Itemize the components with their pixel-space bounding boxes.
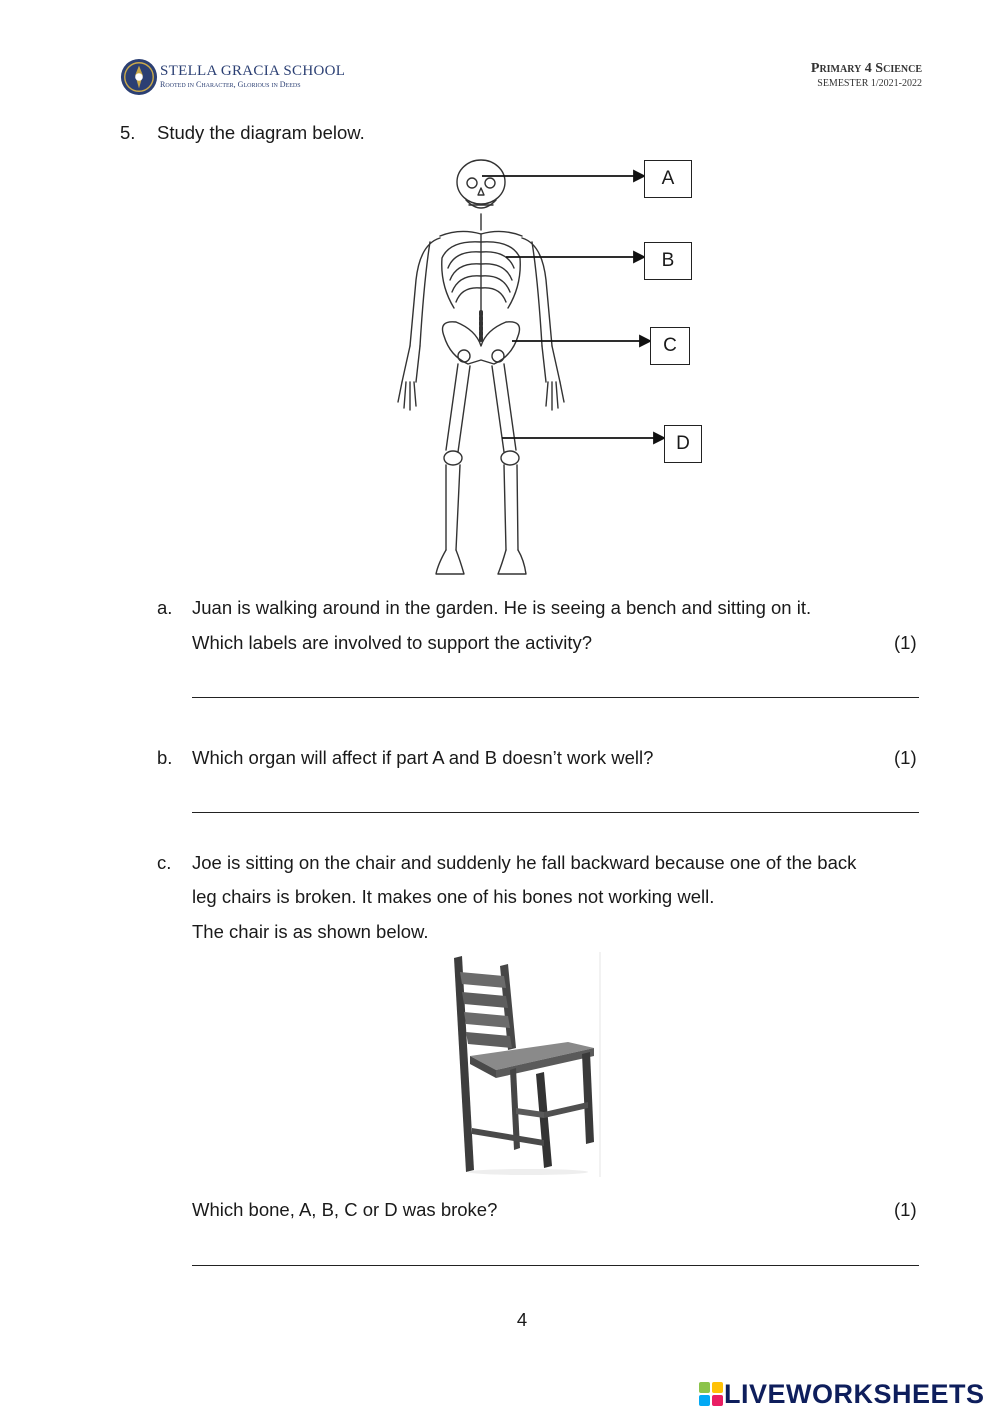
answer-line-c[interactable] (192, 1265, 919, 1266)
label-box-a: A (644, 160, 692, 198)
semester-label: SEMESTER 1/2021-2022 (817, 78, 922, 89)
question-prompt: Study the diagram below. (157, 122, 365, 143)
subject-title: Primary 4 Science (810, 61, 922, 76)
part-a-line-1: Juan is walking around in the garden. He is seeing a bench and sitting on it. (192, 597, 812, 618)
school-crest-logo (120, 58, 158, 96)
part-c-line-3: The chair is as shown below. (192, 921, 429, 942)
liveworksheets-grid-icon (698, 1381, 724, 1407)
label-box-c: C (650, 327, 690, 365)
school-name: STELLA GRACIA SCHOOL (160, 63, 346, 79)
part-c-line-4: Which bone, A, B, C or D was broke? (192, 1199, 498, 1220)
part-b-letter: b. (157, 747, 173, 768)
question-number: 5. (120, 122, 136, 143)
page-number: 4 (516, 1309, 528, 1330)
skeleton-diagram (380, 150, 720, 580)
chair-image (448, 952, 603, 1177)
part-a-marks: (1) (894, 632, 917, 653)
part-b-marks: (1) (894, 747, 917, 768)
label-box-d: D (664, 425, 702, 463)
part-c-line-1: Joe is sitting on the chair and suddenly he fall backward because one of the back (192, 852, 857, 873)
liveworksheets-logo[interactable] (698, 1378, 985, 1410)
part-b-line-1: Which organ will affect if part A and B doesn’t work well? (192, 747, 654, 768)
liveworksheets-wordmark: LIVEWORKSHEETS (724, 1378, 985, 1409)
part-c-letter: c. (157, 852, 172, 873)
label-box-b: B (644, 242, 692, 280)
answer-line-b[interactable] (192, 812, 919, 813)
part-c-marks: (1) (894, 1199, 917, 1220)
school-tagline: Rooted in Character, Glorious in Deeds (160, 80, 301, 89)
part-a-letter: a. (157, 597, 173, 618)
answer-line-a[interactable] (192, 697, 919, 698)
part-a-line-2: Which labels are involved to support the activity? (192, 632, 593, 653)
part-c-line-2: leg chairs is broken. It makes one of his bones not working well. (192, 886, 715, 907)
